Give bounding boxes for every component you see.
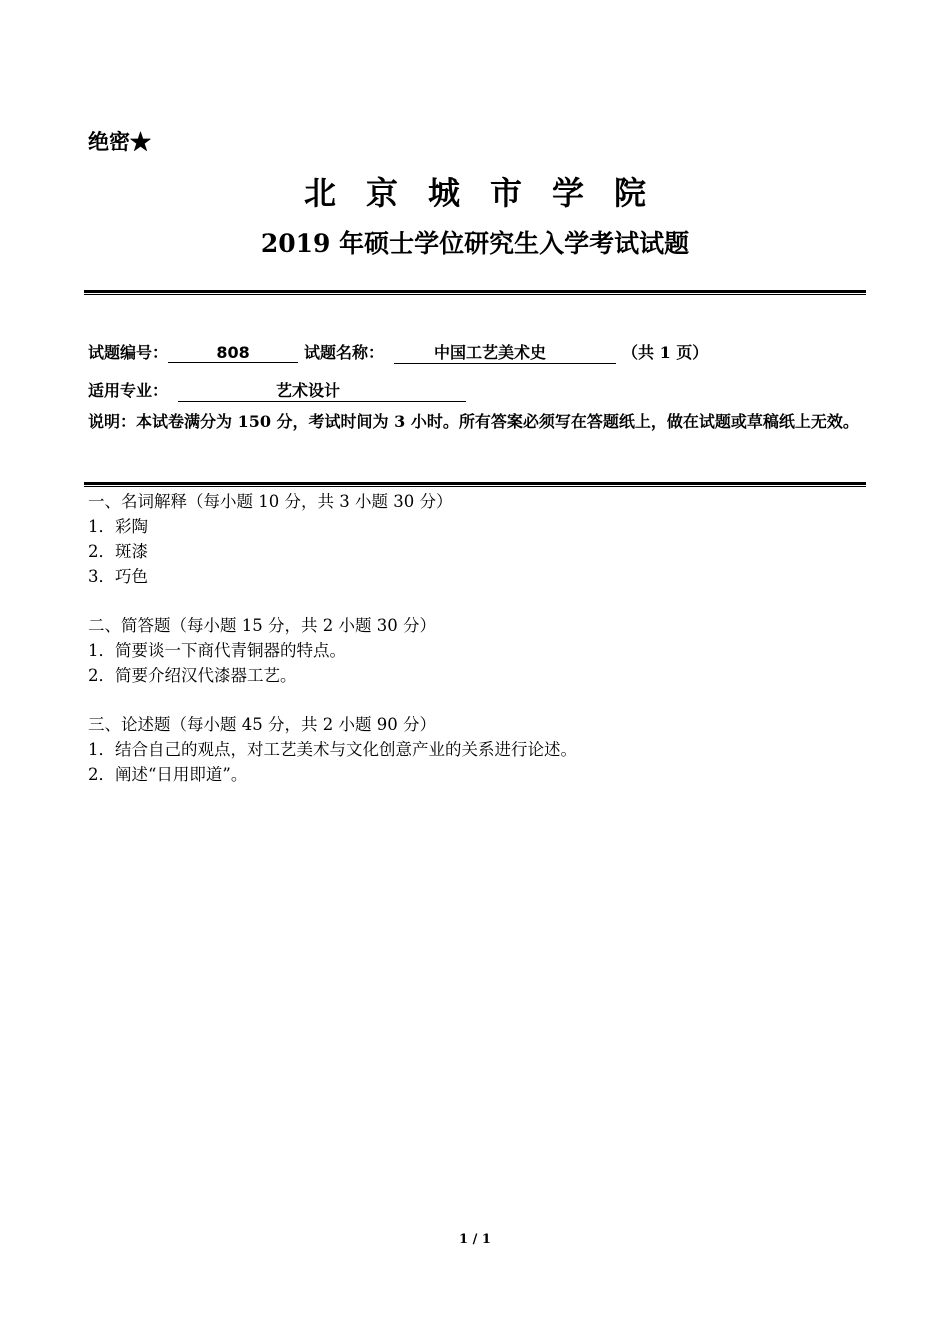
question-item: 2．简要介绍汉代漆器工艺。 <box>88 666 297 685</box>
question-item: 3．巧色 <box>88 567 148 586</box>
question-item: 1．彩陶 <box>88 517 148 536</box>
major-row <box>88 378 466 402</box>
question-item: 2．斑漆 <box>88 542 148 561</box>
name-label: 试题名称： <box>304 343 385 362</box>
section-heading-2: 二、简答题（每小题 15 分，共 2 小题 30 分） <box>88 616 436 635</box>
confidential-mark: 绝密★ <box>88 129 151 154</box>
question-item: 1．结合自己的观点，对工艺美术与文化创意产业的关系进行论述。 <box>88 740 577 759</box>
major-label: 适用专业： <box>88 381 169 400</box>
code-label: 试题编号： <box>88 343 169 362</box>
exam-title: 2019 年硕士学位研究生入学考试试题 <box>260 229 690 258</box>
page-count: （共 1 页） <box>622 343 709 362</box>
code-value: 808 <box>168 343 298 363</box>
name-value: 中国工艺美术史 <box>394 340 616 364</box>
section-double-rule <box>84 482 866 487</box>
section-heading-1: 一、名词解释（每小题 10 分，共 3 小题 30 分） <box>88 492 453 511</box>
question-item: 2．阐述“日用即道”。 <box>88 765 248 784</box>
exam-instructions: 说明：本试卷满分为 150 分，考试时间为 3 小时。所有答案必须写在答题纸上，做在试题或草稿纸上无效。 <box>88 412 859 431</box>
top-double-rule <box>84 290 866 295</box>
page-number: 1 / 1 <box>459 1232 491 1247</box>
question-item: 1．简要谈一下商代青铜器的特点。 <box>88 641 346 660</box>
school-name: 北京城市学院 <box>303 174 676 212</box>
major-value: 艺术设计 <box>178 378 466 402</box>
exam-info-row <box>88 340 708 364</box>
section-heading-3: 三、论述题（每小题 45 分，共 2 小题 90 分） <box>88 715 436 734</box>
